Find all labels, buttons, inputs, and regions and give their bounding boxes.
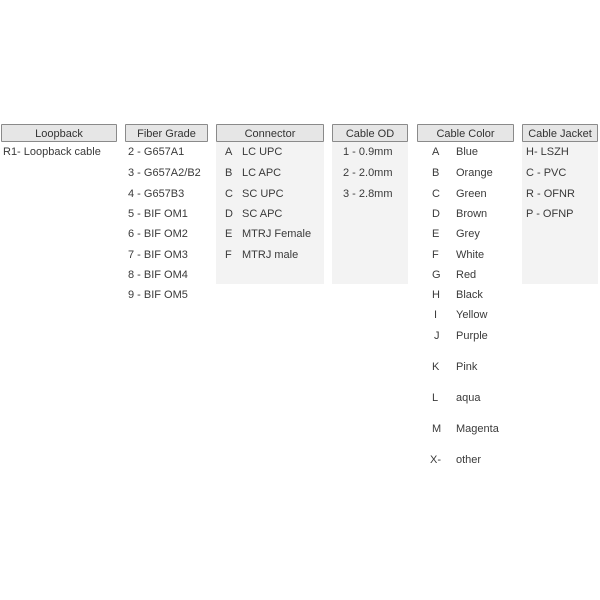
item-label: MTRJ male bbox=[242, 249, 299, 261]
item-label: MTRJ Female bbox=[242, 228, 312, 240]
item-code: K bbox=[432, 361, 440, 373]
list-item bbox=[432, 187, 512, 201]
column-cable-jacket bbox=[522, 124, 598, 284]
item-label: 3 - G657A2/B2 bbox=[128, 167, 201, 179]
list-item bbox=[128, 187, 184, 201]
list-item bbox=[343, 187, 393, 201]
item-label: C - PVC bbox=[526, 167, 567, 179]
list-item bbox=[526, 207, 573, 221]
list-item bbox=[432, 360, 512, 374]
item-label: H- LSZH bbox=[526, 146, 569, 158]
column-loopback bbox=[1, 124, 117, 600]
column-header-loopback: Loopback bbox=[1, 124, 117, 142]
item-code: E bbox=[225, 228, 233, 240]
list-item bbox=[343, 166, 393, 180]
list-item bbox=[526, 145, 569, 159]
list-item bbox=[432, 288, 512, 302]
column-fiber-grade bbox=[125, 124, 208, 600]
item-code: A bbox=[432, 146, 440, 158]
item-label: 4 - G657B3 bbox=[128, 188, 185, 200]
item-code: C bbox=[225, 188, 233, 200]
item-code: H bbox=[432, 289, 440, 301]
list-item bbox=[432, 248, 512, 262]
item-label: 9 - BIF OM5 bbox=[128, 289, 188, 301]
item-label: LC UPC bbox=[242, 146, 283, 158]
item-label: 7 - BIF OM3 bbox=[128, 249, 188, 261]
list-item bbox=[432, 145, 512, 159]
list-item bbox=[432, 329, 512, 343]
column-cable-color bbox=[417, 124, 514, 600]
column-connector bbox=[216, 124, 324, 284]
item-label: 8 - BIF OM4 bbox=[128, 269, 188, 281]
item-label: other bbox=[456, 454, 482, 466]
item-label: Magenta bbox=[456, 423, 499, 435]
list-item bbox=[526, 187, 575, 201]
list-item bbox=[432, 308, 512, 322]
list-item bbox=[225, 187, 324, 201]
item-code: M bbox=[432, 423, 442, 435]
list-item bbox=[432, 391, 512, 405]
list-item bbox=[128, 248, 188, 262]
item-code: G bbox=[432, 269, 441, 281]
item-label: 5 - BIF OM1 bbox=[128, 208, 188, 220]
list-item bbox=[343, 145, 393, 159]
item-label: Green bbox=[456, 188, 487, 200]
item-code: D bbox=[225, 208, 233, 220]
item-code: A bbox=[225, 146, 233, 158]
item-code: I bbox=[434, 309, 438, 321]
list-item bbox=[432, 166, 512, 180]
item-label: 6 - BIF OM2 bbox=[128, 228, 188, 240]
column-header-cable-color: Cable Color bbox=[417, 124, 514, 142]
list-item bbox=[128, 268, 188, 282]
list-item bbox=[128, 145, 184, 159]
item-label: Yellow bbox=[456, 309, 488, 321]
item-label: R - OFNR bbox=[526, 188, 575, 200]
item-label: Grey bbox=[456, 228, 480, 240]
list-item bbox=[526, 166, 566, 180]
item-label: 1 - 0.9mm bbox=[343, 146, 393, 158]
item-code: D bbox=[432, 208, 440, 220]
item-code: B bbox=[432, 167, 440, 179]
list-item bbox=[432, 207, 512, 221]
item-code: X- bbox=[430, 454, 441, 466]
item-label: Purple bbox=[456, 330, 488, 342]
list-item bbox=[225, 248, 324, 262]
item-code: J bbox=[434, 330, 440, 342]
list-item bbox=[225, 166, 324, 180]
item-label: SC UPC bbox=[242, 188, 284, 200]
list-item bbox=[432, 422, 512, 436]
item-label: Pink bbox=[456, 361, 478, 373]
item-code: L bbox=[432, 392, 439, 404]
list-item bbox=[432, 268, 512, 282]
item-label: SC APC bbox=[242, 208, 283, 220]
column-cable-od bbox=[332, 124, 408, 284]
item-label: P - OFNP bbox=[526, 208, 574, 220]
column-header-fiber-grade: Fiber Grade bbox=[125, 124, 208, 142]
column-header-cable-jacket: Cable Jacket bbox=[522, 124, 598, 142]
item-label: 2 - 2.0mm bbox=[343, 167, 393, 179]
item-label: Brown bbox=[456, 208, 488, 220]
column-header-connector: Connector bbox=[216, 124, 324, 142]
list-item bbox=[128, 288, 188, 302]
item-code: F bbox=[225, 249, 232, 261]
item-code: E bbox=[432, 228, 440, 240]
item-code: F bbox=[432, 249, 439, 261]
item-code: C bbox=[432, 188, 440, 200]
list-item bbox=[3, 145, 101, 159]
list-item bbox=[432, 227, 512, 241]
item-label: aqua bbox=[456, 392, 481, 404]
item-label: Orange bbox=[456, 167, 493, 179]
item-label: 2 - G657A1 bbox=[128, 146, 185, 158]
item-label: White bbox=[456, 249, 485, 261]
list-item bbox=[128, 227, 188, 241]
column-header-cable-od: Cable OD bbox=[332, 124, 408, 142]
item-code: B bbox=[225, 167, 233, 179]
item-label: Red bbox=[456, 269, 477, 281]
item-label: R1- Loopback cable bbox=[3, 146, 101, 158]
list-item bbox=[430, 453, 512, 467]
list-item bbox=[225, 227, 324, 241]
list-item bbox=[128, 207, 188, 221]
list-item bbox=[225, 145, 324, 159]
list-item bbox=[225, 207, 324, 221]
list-item bbox=[128, 166, 201, 180]
item-label: LC APC bbox=[242, 167, 282, 179]
item-label: Black bbox=[456, 289, 483, 301]
item-label: 3 - 2.8mm bbox=[343, 188, 393, 200]
item-label: Blue bbox=[456, 146, 479, 158]
